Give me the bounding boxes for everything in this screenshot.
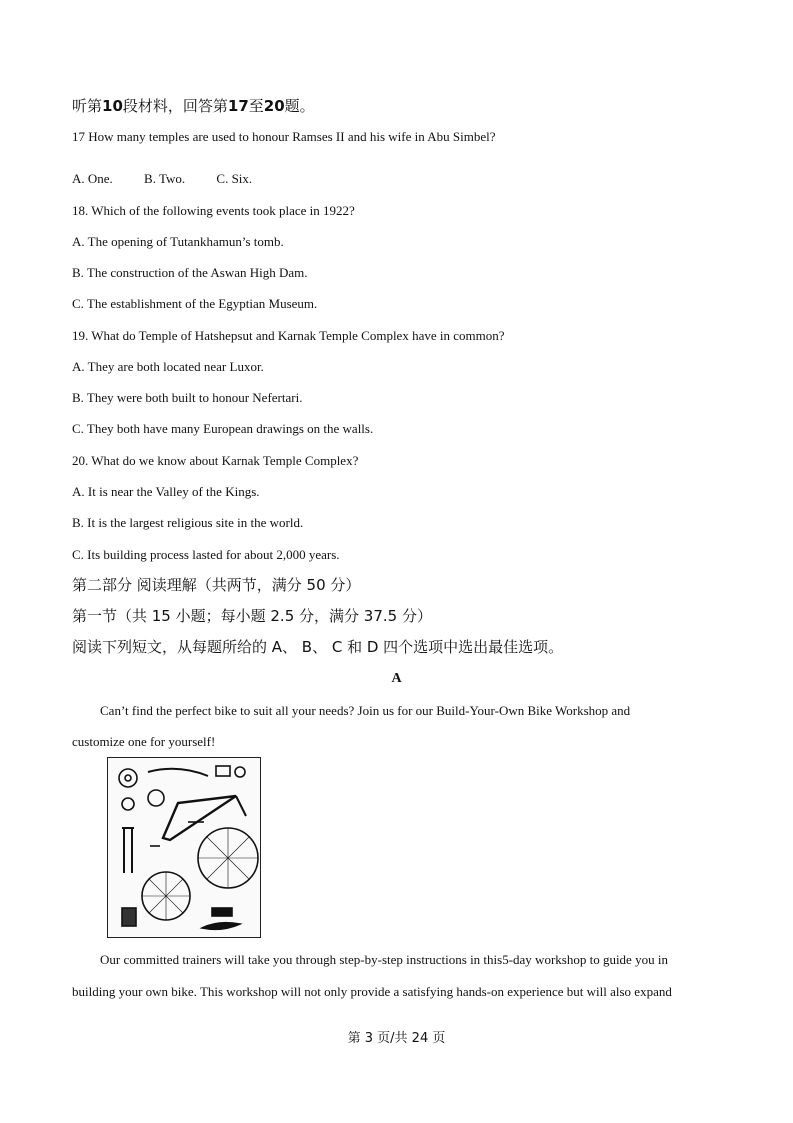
heading-number: 17 [227, 97, 249, 115]
option-b: B. Two. [144, 171, 186, 186]
option-c: C. Six. [216, 171, 253, 186]
question-18-option-b: B. The construction of the Aswan High Dam. [72, 265, 308, 280]
question-20-option-c: C. Its building process lasted for about 2,000 years. [72, 547, 340, 562]
small-part [216, 766, 230, 776]
question-19-option-b: B. They were both built to honour Nefertari. [72, 390, 303, 405]
handlebar [148, 769, 208, 776]
passage-a-paragraph-2-line-2: building your own bike. This workshop will not only provide a satisfying hands-on experience but will also expand [72, 984, 672, 999]
question-20-stem: 20. What do we know about Karnak Temple Complex? [72, 453, 359, 468]
heading-number: 20 [263, 97, 285, 115]
part-2-title: 第二部分 阅读理解（共两节，满分 50 分） [72, 576, 361, 594]
passage-label: A [391, 671, 402, 686]
section-1-title: 第一节（共 15 小题；每小题 2.5 分，满分 37.5 分） [72, 607, 432, 625]
fork [122, 828, 134, 873]
section-10-heading [72, 96, 315, 116]
question-20-option-a: A. It is near the Valley of the Kings. [72, 484, 260, 499]
passage-a-paragraph-1-line-1: Can’t find the perfect bike to suit all your needs? Join us for our Build-Your-Own Bike Workshop and [100, 703, 631, 718]
gear-part [119, 769, 137, 787]
passage-a-paragraph-1-line-2: customize one for yourself! [72, 734, 216, 749]
question-17-options [72, 171, 280, 187]
page-number-footer: 第 3 页/共 24 页 [347, 1031, 446, 1046]
reading-instruction: 阅读下列短文，从每题所给的 A、 B、 C 和 D 四个选项中选出最佳选项。 [72, 638, 564, 656]
passage-a-paragraph-2-line-1: Our committed trainers will take you through step-by-step instructions in this5-day workshop to guide you in [100, 952, 668, 967]
saddle [202, 923, 240, 930]
option-a: A. One. [72, 171, 113, 186]
question-18-stem: 18. Which of the following events took place in 1922? [72, 203, 355, 218]
question-18-option-c: C. The establishment of the Egyptian Museum. [72, 296, 318, 311]
heading-number: 10 [102, 97, 123, 115]
question-20-option-b: B. It is the largest religious site in the world. [72, 515, 304, 530]
question-18-option-a: A. The opening of Tutankhamun’s tomb. [72, 234, 284, 249]
bike-parts-drawing [108, 758, 260, 937]
question-17-stem: 17 How many temples are used to honour Ramses II and his wife in Abu Simbel? [72, 129, 496, 144]
heading-text: 段材料，回答第 [122, 97, 228, 115]
heading-text: 听第 [72, 97, 103, 115]
heading-text: 题。 [284, 97, 315, 115]
question-19-option-c: C. They both have many European drawings on the walls. [72, 421, 374, 436]
question-19-option-a: A. They are both located near Luxor. [72, 359, 264, 374]
heading-text: 至 [248, 97, 264, 115]
bike-frame [163, 796, 236, 840]
bike-parts-illustration [107, 757, 261, 938]
question-19-stem: 19. What do Temple of Hatshepsut and Karnak Temple Complex have in common? [72, 328, 505, 343]
